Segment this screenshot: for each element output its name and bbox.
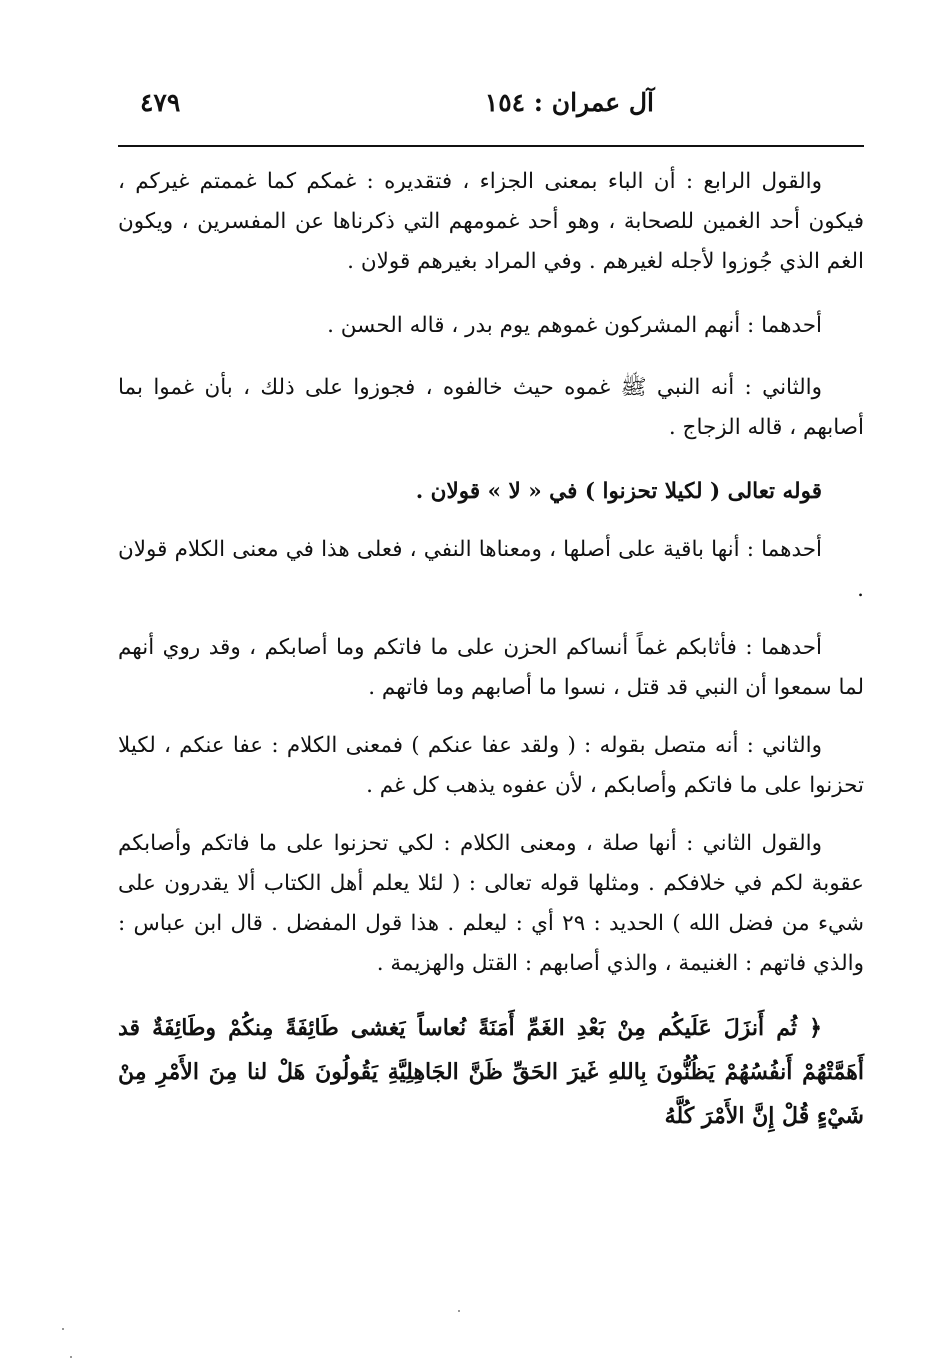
paragraph-second-meaning: والثاني : أنه متصل بقوله : ( ولقد عفا عنكم ) فمعنى الكلام : عفا عنكم ، لكيلا تحزنوا على ما فاتكم وأصابكم ، لأن عفوه يذهب كل غم . bbox=[118, 733, 864, 798]
paragraph-second-opinion: والقول الثاني : أنها صلة ، ومعنى الكلام : لكي تحزنوا على ما فاتكم وأصابكم عقوبة لكم في خلافكم . ومثلها قوله تعالى : ( لئلا يعلم أهل الكتاب ألا يقدرون على شيء من فضل الله ) الحديد : ٢٩ أي : ليعلم . هذا قول المفضل . قال ابن عباس : والذي فاتهم : الغنيمة ، والذي أصابهم : القتل والهزيمة . bbox=[118, 831, 864, 976]
page-header bbox=[118, 88, 864, 136]
scan-speck bbox=[70, 1356, 72, 1358]
paragraph-first-view: أحدهما : أنهم المشركون غموهم يوم بدر ، قاله الحسن . bbox=[327, 313, 822, 338]
paragraph-fourth-opinion: والقول الرابع : أن الباء بمعنى الجزاء ، فتقديره : غمكم كما غممتم غيركم ، فيكون أحد الغمين للصحابة ، وهو أحد غمومهم التي ذكرناها عن المفسرين ، ويكون الغم الذي جُوزوا لأجله لغيرهم . وفي المراد بغيرهم قولان . bbox=[118, 169, 864, 274]
paragraph-negation-meaning: أحدهما : أنها باقية على أصلها ، ومعناها النفي ، فعلى هذا في معنى الكلام قولان . bbox=[118, 537, 864, 602]
running-title: آل عمران : ١٥٤ bbox=[484, 88, 654, 117]
page-body bbox=[118, 162, 864, 1138]
paragraph-first-meaning: أحدهما : فأثابكم غماً أنساكم الحزن على ما فاتكم وما أصابكم ، وقد روي أنهم لما سمعوا أن النبي قد قتل ، نسوا ما أصابهم وما فاتهم . bbox=[118, 635, 864, 700]
header-rule bbox=[118, 145, 864, 147]
scan-speck bbox=[62, 1328, 64, 1330]
scan-speck bbox=[458, 1310, 460, 1312]
paragraph-second-view: والثاني : أنه النبي ﷺ غموه حيث خالفوه ، فجوزوا على ذلك ، بأن غموا بما أصابهم ، قاله الزجاج . bbox=[118, 375, 864, 440]
paragraph-verse-heading bbox=[118, 472, 864, 512]
verse-heading-text: قوله تعالى ( لكيلا تحزنوا ) في « لا » قولان . bbox=[415, 479, 822, 504]
page-number: ٤٧٩ bbox=[140, 88, 181, 117]
quran-verse: ﴿ ثُم أَنزَلَ عَلَيكُم مِنْ بَعْدِ الغَمِّ أَمَنَةً نُعاساً يَغشى طَائِفَةً مِنكُمْ وطَائِفَةٌ قد أَهَمَّتْهُمْ أَنفُسُهُمْ يَظُنُّونَ بِاللهِ غَيرَ الحَقِّ ظَنَّ الجَاهِلِيَّةِ يَقُولُونَ هَلْ لنا مِنَ الأَمْرِ مِنْ شَيْءٍ قُلْ إِنَّ الأَمْرَ كُلَّهُ bbox=[118, 1015, 864, 1129]
